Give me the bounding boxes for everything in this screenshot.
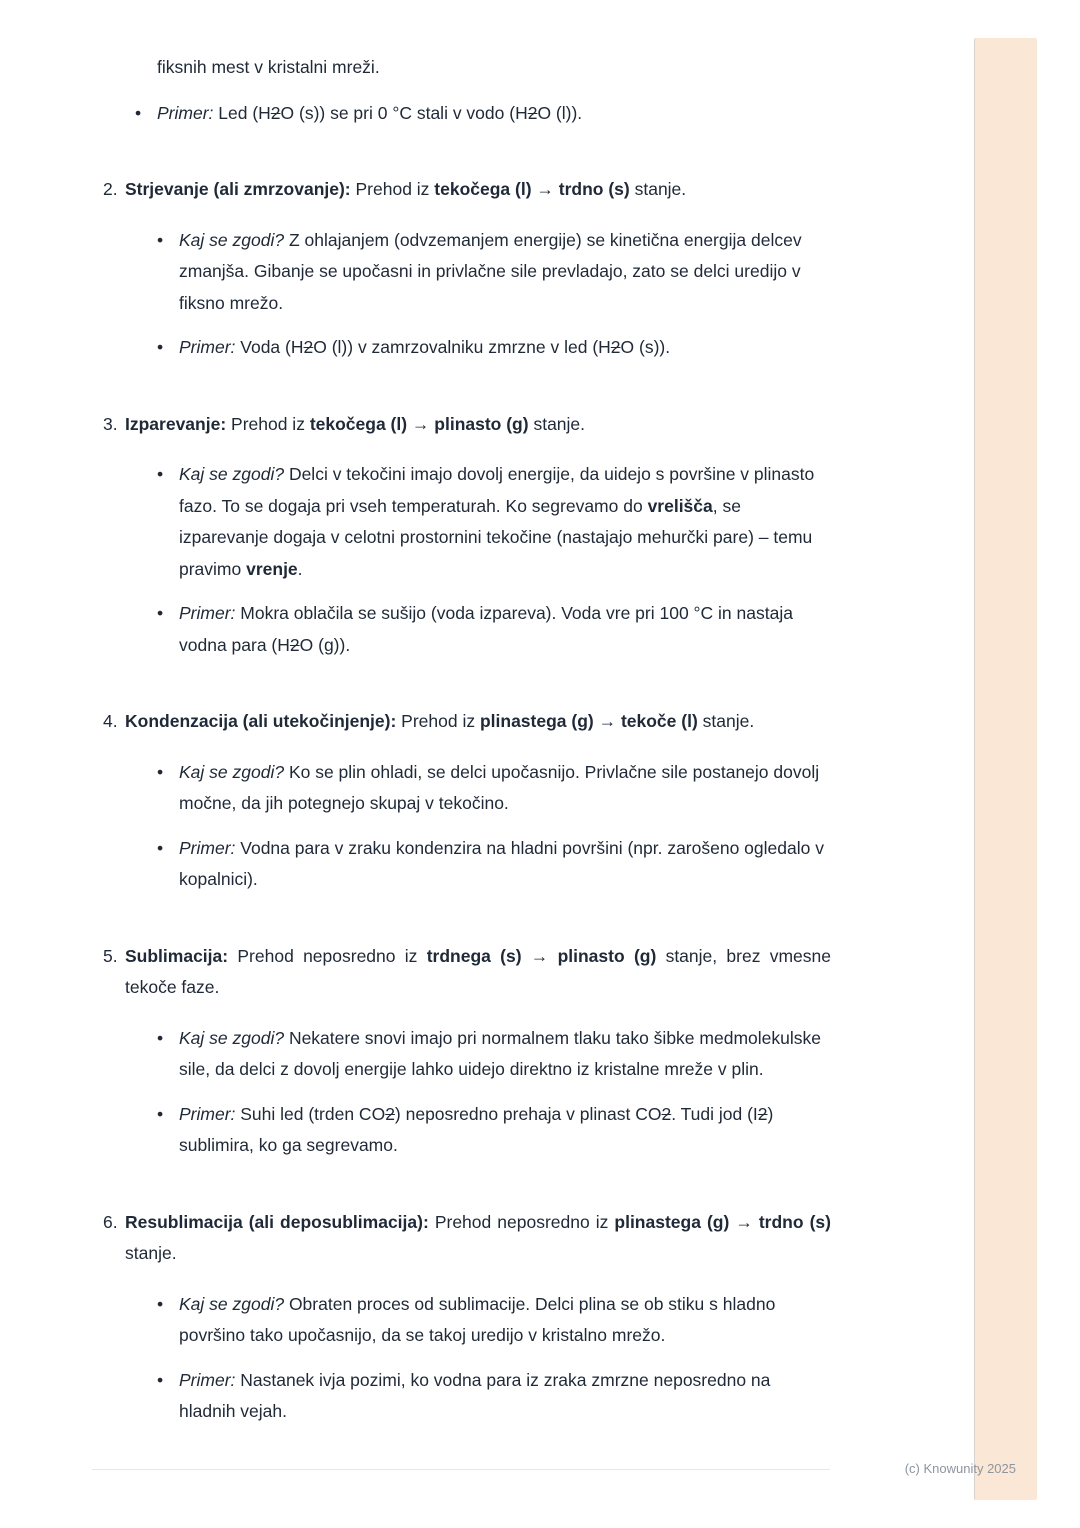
bullet-marker: • <box>157 337 164 357</box>
bullet-item <box>125 598 831 661</box>
bullet-text: Primer: Mokra oblačila se sušijo (voda izpareva). Voda vre pri 100 °C in nastaja vodna para (H2O (g)). <box>179 603 793 655</box>
bullet-marker: • <box>157 1369 164 1390</box>
item-number: 5. <box>103 945 118 966</box>
bullet-marker: • <box>157 1293 164 1314</box>
bullet-marker: • <box>157 464 164 484</box>
item-title: Strjevanje (ali zmrzovanje): Prehod iz tekočega (l) → trdno (s) stanje. <box>125 179 687 199</box>
bullet-text: Kaj se zgodi? Obraten proces od sublimacije. Delci plina se ob stiku s hladno površino tako upočasnijo, da se takoj uredijo v kristalno mrežo. <box>179 1293 776 1345</box>
item-number: 4. <box>103 711 118 731</box>
bullet-item <box>125 332 831 364</box>
item-body <box>125 706 831 896</box>
item-body <box>125 941 831 1162</box>
footer-divider <box>92 1469 830 1470</box>
paragraph-continuation: fiksnih mest v kristalni mreži. <box>157 57 380 77</box>
bullet-marker: • <box>157 837 164 858</box>
list-item <box>103 941 831 1162</box>
list-item <box>103 1207 831 1428</box>
bullet-text: Primer: Led (H2O (s)) se pri 0 °C stali v vodo (H2O (l)). <box>157 102 583 123</box>
bullet-item <box>125 757 831 820</box>
bullet-item <box>125 1365 831 1428</box>
bullet-list <box>125 1023 831 1162</box>
bullet-marker: • <box>157 761 164 782</box>
bullet-item <box>125 1023 831 1086</box>
list-item <box>103 174 831 364</box>
numbered-list <box>103 174 831 1428</box>
intro-bullet-list <box>103 98 831 130</box>
item-body <box>125 409 831 662</box>
item-title: Kondenzacija (ali utekočinjenje): Prehod iz plinastega (g) → tekoče (l) stanje. <box>125 711 755 731</box>
document-content <box>103 52 831 1428</box>
bullet-marker: • <box>157 229 164 250</box>
list-item <box>103 409 831 662</box>
bullet-marker: • <box>135 102 142 123</box>
item-body <box>125 174 831 364</box>
bullet-text: Kaj se zgodi? Nekatere snovi imajo pri normalnem tlaku tako šibke medmolekulske sile, da delci z dovolj energije lahko uidejo direktno iz kristalne mreže v plin. <box>179 1027 821 1079</box>
bullet-text: Kaj se zgodi? Z ohlajanjem (odvzemanjem energije) se kinetična energija delcev zmanjša. Gibanje se upočasni in privlačne sile prevladajo, zato se delci uredijo v fiksno mrežo. <box>179 229 802 313</box>
bullet-text: Primer: Vodna para v zraku kondenzira na hladni površini (npr. zarošeno ogledalo v kopalnici). <box>179 837 824 889</box>
bullet-item <box>125 833 831 896</box>
item-title: Resublimacija (ali deposublimacija): Prehod neposredno iz plinastega (g) → trdno (s) stanje. <box>125 1211 831 1263</box>
item-number: 2. <box>103 179 118 199</box>
copyright-text: (c) Knowunity 2025 <box>904 1461 1016 1476</box>
bullet-item <box>125 225 831 320</box>
bullet-marker: • <box>157 1027 164 1048</box>
bullet-text: Primer: Voda (H2O (l)) v zamrzovalniku zmrzne v led (H2O (s)). <box>179 337 671 357</box>
item-title: Izparevanje: Prehod iz tekočega (l) → plinasto (g) stanje. <box>125 413 586 434</box>
bullet-item <box>125 459 831 585</box>
page-edge-stripe <box>974 38 1037 1500</box>
bullet-list <box>125 1289 831 1428</box>
bullet-text: Primer: Nastanek ivja pozimi, ko vodna para iz zraka zmrzne neposredno na hladnih vejah. <box>179 1369 771 1421</box>
bullet-marker: • <box>157 603 164 623</box>
item-number: 6. <box>103 1211 118 1232</box>
item-number: 3. <box>103 413 118 434</box>
list-item <box>103 706 831 896</box>
item-body <box>125 1207 831 1428</box>
bullet-list <box>125 459 831 661</box>
bullet-text: Kaj se zgodi? Delci v tekočini imajo dovolj energije, da uidejo s površine v plinasto fazo. To se dogaja pri vseh temperaturah. Ko segrevamo do vrelišča, se izparevanje dogaja v celotni prostornini tekočine (nastajajo mehurčki pare) – temu pravimo vrenje. <box>179 464 815 579</box>
bullet-item <box>103 98 831 130</box>
bullet-text: Primer: Suhi led (trden CO2) neposredno prehaja v plinast CO2. Tudi jod (I2) sublimira, ko ga segrevamo. <box>179 1103 774 1155</box>
bullet-item <box>125 1289 831 1352</box>
bullet-item <box>125 1099 831 1162</box>
bullet-list <box>125 757 831 896</box>
item-title: Sublimacija: Prehod neposredno iz trdnega (s) → plinasto (g) stanje, brez vmesne tekoče faze. <box>125 945 831 997</box>
bullet-list <box>125 225 831 364</box>
bullet-text: Kaj se zgodi? Ko se plin ohladi, se delci upočasnijo. Privlačne sile postanejo dovolj močne, da jih potegnejo skupaj v tekočino. <box>179 761 820 813</box>
bullet-marker: • <box>157 1103 164 1124</box>
